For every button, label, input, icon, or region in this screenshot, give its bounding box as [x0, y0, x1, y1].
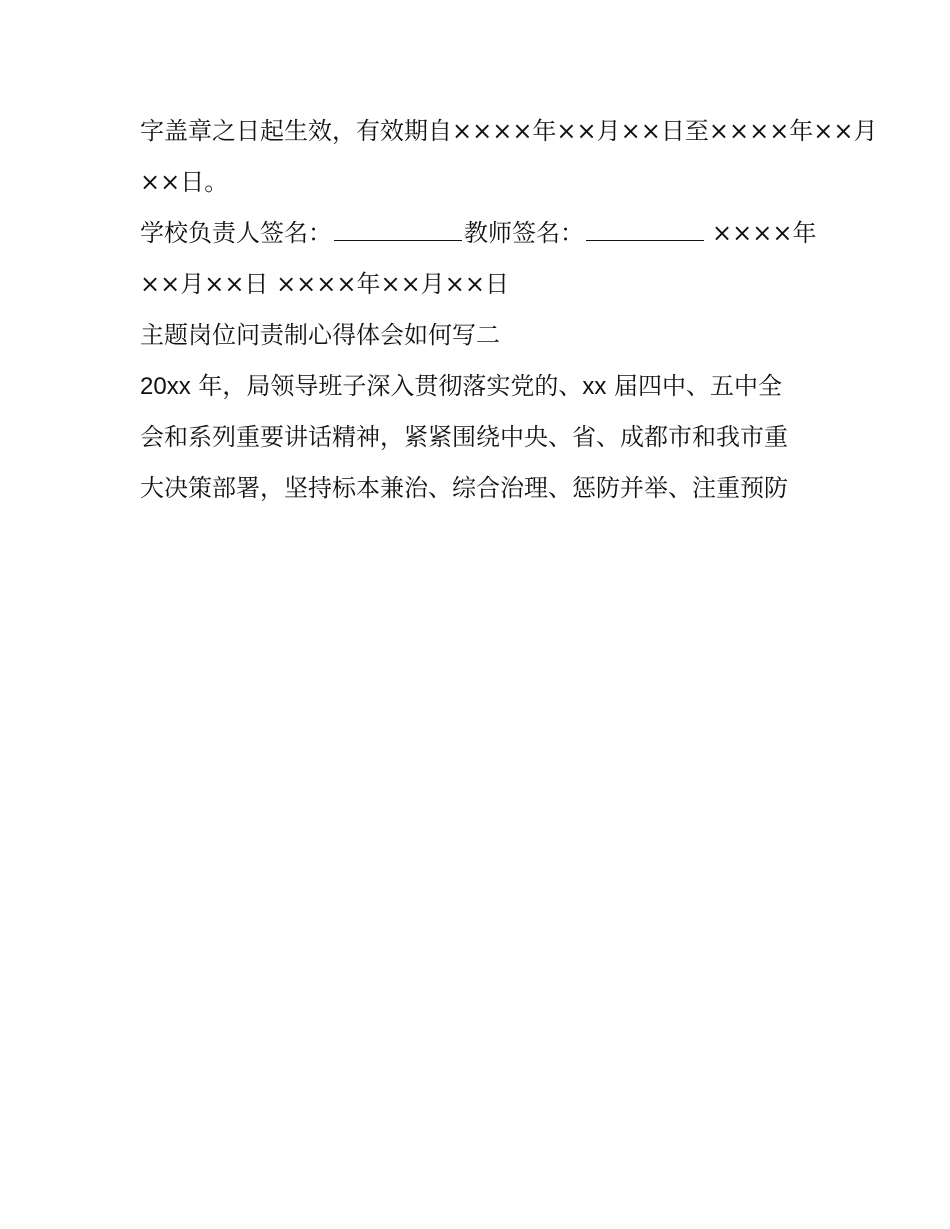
- text-line-1: [140, 108, 878, 159]
- heading-text: 主题岗位问责制心得体会如何写二: [140, 321, 500, 349]
- text-line-2: [140, 159, 820, 210]
- year-text: 20xx: [140, 373, 191, 400]
- paragraph-text: ××日。: [140, 168, 229, 196]
- school-signature-label: 学校负责人签名：: [140, 219, 332, 247]
- body-text: 大决策部署，坚持标本兼治、综合治理、惩防并举、注重预防: [140, 474, 788, 502]
- document-body: [140, 108, 878, 516]
- signature-dates: ××月××日 ××××年××月××日: [140, 270, 509, 298]
- session-number: xx: [582, 373, 607, 400]
- signature-date-line: [140, 261, 820, 312]
- body-text: 届四中、五中全: [613, 372, 782, 400]
- signature-line: [140, 210, 820, 261]
- teacher-signature-blank: [586, 218, 704, 241]
- body-text: 年，局领导班子深入贯彻落实党的、: [198, 372, 583, 400]
- body-line-3: [140, 465, 820, 516]
- body-line-2: [140, 414, 820, 465]
- school-signature-blank: [334, 218, 462, 241]
- teacher-signature-label: 教师签名：: [464, 219, 584, 247]
- section-heading: [140, 312, 820, 363]
- paragraph-text: 字盖章之日起生效，有效期自××××年××月××日至××××年××月: [140, 117, 878, 145]
- signature-date-part: ××××年: [712, 219, 817, 247]
- body-text: 会和系列重要讲话精神，紧紧围绕中央、省、成都市和我市重: [140, 423, 788, 451]
- body-line-1: [140, 363, 820, 414]
